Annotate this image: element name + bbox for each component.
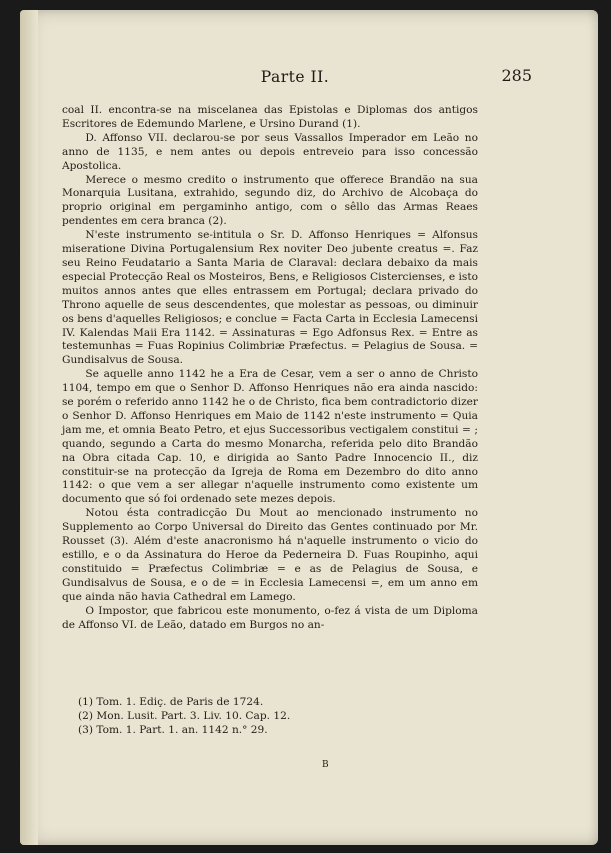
paragraph: N'este instrumento se-intitula o Sr. D. Affonso Henriques = Alfonsus miseratione Divina Portugalensium Rex noviter Deo jubente creatus =. Faz seu Reino Feudatario a Santa Maria de Claraval: declara debaixo da mais especial Protecção Real os Mosteiros, Bens, e Religiosos Cistercienses, e isto muitos annos antes que elles entrassem em Portugal; declara privado do Throno aquelle de seus descendentes, que molestar as pessoas, ou diminuir os bens d'aquelles Religiosos; e conclue = Facta Carta in Ecclesia Lamecensi IV. Kalendas Maii Era 1142. = Assinaturas = Ego Adfonsus Rex. = Entre as testemunhas = Fuas Ropinius Colimbriæ Præfectus. = Pelagius de Sousa. = Gundisalvus de Sousa. — [62, 229, 478, 367]
paragraph: D. Affonso VII. declarou-se por seus Vassallos Imperador em Leão no anno de 1135, e nem antes ou depois entreveio para isso concessão Apostolica. — [62, 131, 478, 172]
footnote: (1) Tom. 1. Ediç. de Paris de 1724. — [78, 696, 264, 708]
page-header — [60, 68, 530, 90]
paragraph: coal II. encontra-se na miscelanea das Epistolas e Diplomas dos antigos Escritores de Edemundo Marlene, e Ursino Durand (1). — [62, 104, 478, 130]
body-text — [62, 104, 478, 632]
footnote: (3) Tom. 1. Part. 1. an. 1142 n.° 29. — [78, 723, 268, 736]
paragraph: Merece o mesmo credito o instrumento que offerece Brandão na sua Monarquia Lusitana, extrahido, segundo diz, do Archivo de Alcobaça do proprio original em pergaminho antigo, com o sêllo das Armas Reaes pendentes em cera branca (2). — [62, 173, 478, 228]
running-title: Parte II. — [260, 68, 330, 86]
paragraph: Notou ésta contradicção Du Mout ao mencionado instrumento no Supplemento ao Corpo Universal do Direito das Gentes continuado por Mr. Rousset (3). Além d'este anacronismo há n'aquelle instrumento o vicio do estillo, e o da Assinatura do Heroe da Pederneira D. Fuas Roupinho, aqui constituido = Præfectus Colimbriæ = e as de Pelagius de Sousa, e Gundisalvus de Sousa, e o de = in Ecclesia Lamecensi =, em um anno em que ainda não havia Cathedral em Lamego. — [62, 507, 478, 603]
page-gutter — [20, 10, 38, 845]
paragraph: Se aquelle anno 1142 he a Era de Cesar, vem a ser o anno de Christo 1104, tempo em que o Senhor D. Affonso Henriques não era ainda nascido: se porém o referido anno 1142 he o de Christo, fica bem contradictorio dizer o Senhor D. Affonso Henriques em Maio de 1142 n'este instrumento = Quia jam me, et omnia Beato Petro, et ejus Successoribus vectigalem constitui = ; quando, segundo a Carta do mesmo Monarcha, referida pelo dito Brandão na Obra citada Cap. 10, e dirigida ao Santo Padre Innocencio II., diz constituir-se na protecção da Igreja de Roma em Dezembro do dito anno 1142: o que vem a ser allegar n'aquelle instrumento como existente um documento que só foi ordenado sete mezes depois. — [62, 368, 478, 506]
footnotes — [78, 696, 478, 737]
signature-mark: B — [322, 760, 329, 770]
page-number: 285 — [501, 66, 532, 85]
paragraph: O Impostor, que fabricou este monumento, o-fez á vista de um Diploma de Affonso VI. de Leão, datado em Burgos no an- — [62, 604, 478, 631]
footnote: (2) Mon. Lusit. Part. 3. Liv. 10. Cap. 12. — [78, 709, 291, 722]
